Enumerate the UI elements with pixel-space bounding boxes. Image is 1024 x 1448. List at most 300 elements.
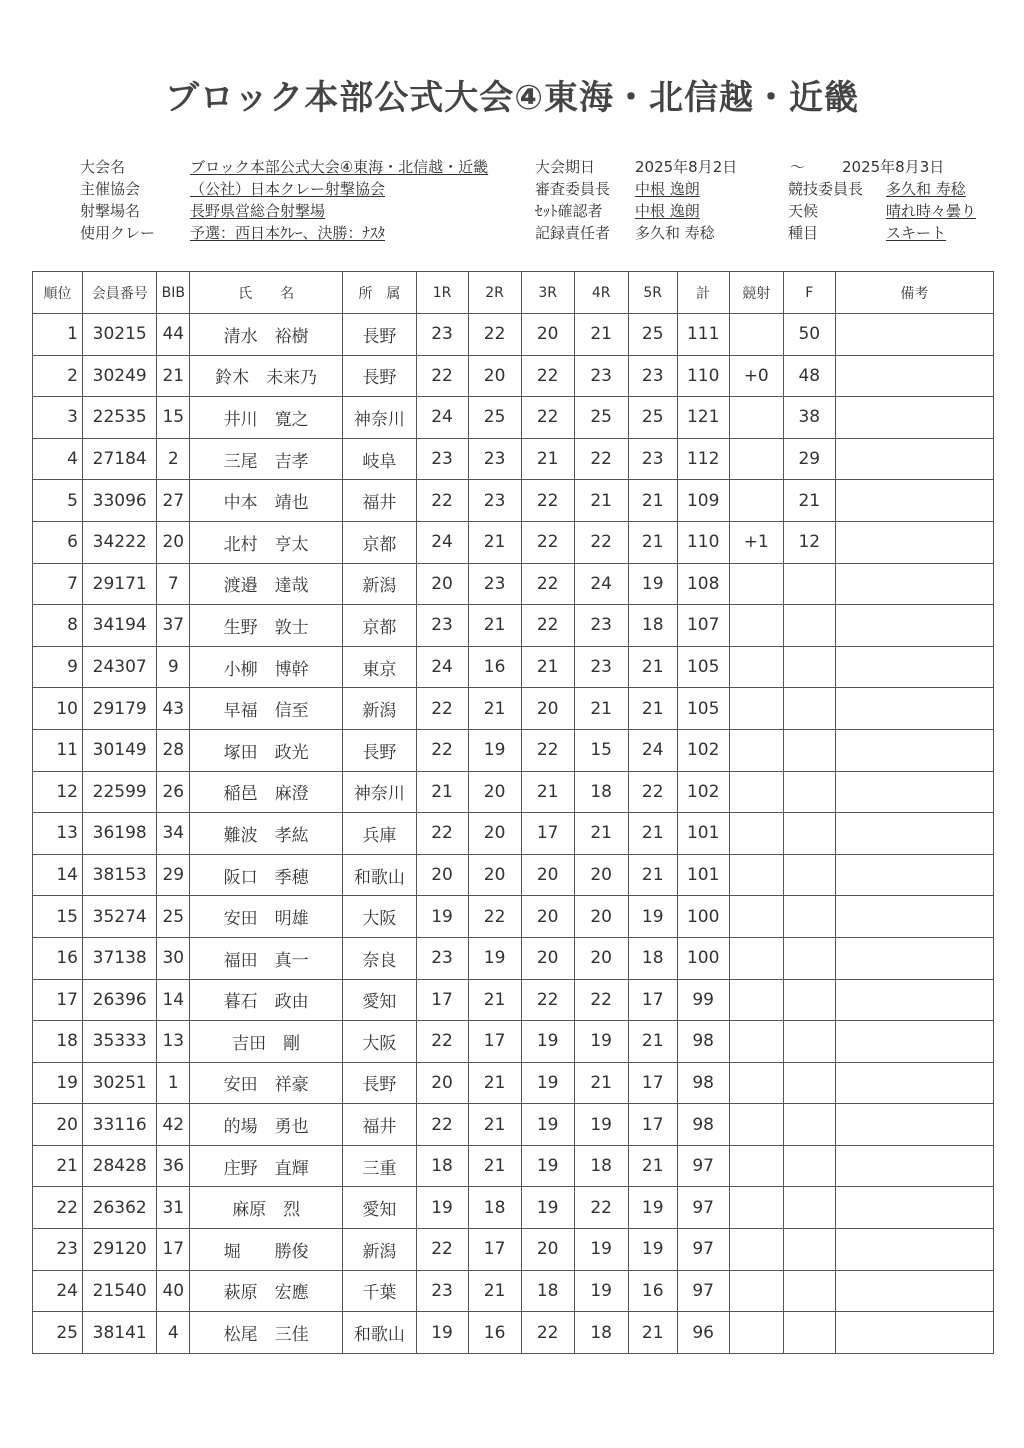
cell-shoot-off xyxy=(729,563,783,605)
range-value: 長野県営総合射撃場 xyxy=(190,202,326,220)
cell-round-1: 22 xyxy=(416,1229,468,1271)
cell-affiliation: 新潟 xyxy=(343,1229,416,1271)
cell-round-4: 22 xyxy=(574,438,628,480)
cell-round-3: 17 xyxy=(521,813,574,855)
cell-member-no: 33096 xyxy=(82,480,156,522)
cell-name: 難波 孝紘 xyxy=(190,813,343,855)
header-row xyxy=(33,272,994,314)
cell-name: 生野 敦士 xyxy=(190,605,343,647)
cell-bib: 36 xyxy=(157,1145,190,1187)
tournament-label: 大会名 xyxy=(80,158,126,176)
cell-round-4: 22 xyxy=(574,521,628,563)
cell-name: 的場 勇也 xyxy=(190,1104,343,1146)
cell-round-4: 15 xyxy=(574,729,628,771)
cell-shoot-off xyxy=(729,438,783,480)
cell-member-no: 29179 xyxy=(82,688,156,730)
cell-round-3: 21 xyxy=(521,438,574,480)
table-row xyxy=(33,1187,994,1229)
cell-final: 12 xyxy=(783,521,835,563)
header-bib: BIB xyxy=(157,272,190,314)
cell-round-3: 20 xyxy=(521,1229,574,1271)
cell-round-2: 20 xyxy=(468,771,521,813)
cell-bib: 34 xyxy=(157,813,190,855)
header-shoot-off: 競射 xyxy=(729,272,783,314)
range-label: 射撃場名 xyxy=(80,202,141,220)
cell-affiliation: 京都 xyxy=(343,605,416,647)
cell-round-1: 24 xyxy=(416,397,468,439)
cell-rank: 17 xyxy=(33,979,83,1021)
cell-name: 早福 信至 xyxy=(190,688,343,730)
cell-round-1: 19 xyxy=(416,896,468,938)
table-row xyxy=(33,1021,994,1063)
cell-member-no: 30149 xyxy=(82,729,156,771)
tournament-value: ブロック本部公式大会④東海・北信越・近畿 xyxy=(190,158,489,176)
comp-label: 競技委員長 xyxy=(788,180,864,198)
cell-name: 萩原 宏應 xyxy=(190,1270,343,1312)
table-row xyxy=(33,314,994,356)
cell-round-2: 21 xyxy=(468,688,521,730)
cell-round-1: 19 xyxy=(416,1187,468,1229)
cell-final xyxy=(783,563,835,605)
cell-remarks xyxy=(835,646,993,688)
cell-name: 中本 靖也 xyxy=(190,480,343,522)
cell-affiliation: 長野 xyxy=(343,314,416,356)
cell-affiliation: 大阪 xyxy=(343,896,416,938)
cell-member-no: 35333 xyxy=(82,1021,156,1063)
cell-round-2: 23 xyxy=(468,563,521,605)
header-final: F xyxy=(783,272,835,314)
cell-member-no: 22599 xyxy=(82,771,156,813)
table-row xyxy=(33,1229,994,1271)
cell-final xyxy=(783,854,835,896)
header-total: 計 xyxy=(677,272,729,314)
cell-round-4: 23 xyxy=(574,605,628,647)
cell-round-1: 20 xyxy=(416,1062,468,1104)
cell-round-5: 17 xyxy=(628,979,677,1021)
header-member-no: 会員番号 xyxy=(82,272,156,314)
table-row xyxy=(33,729,994,771)
cell-affiliation: 岐阜 xyxy=(343,438,416,480)
cell-round-2: 19 xyxy=(468,729,521,771)
cell-shoot-off xyxy=(729,397,783,439)
cell-round-4: 21 xyxy=(574,1062,628,1104)
cell-shoot-off xyxy=(729,854,783,896)
cell-member-no: 21540 xyxy=(82,1270,156,1312)
cell-round-2: 23 xyxy=(468,480,521,522)
cell-final xyxy=(783,937,835,979)
cell-round-2: 20 xyxy=(468,355,521,397)
cell-shoot-off xyxy=(729,1312,783,1354)
cell-bib: 28 xyxy=(157,729,190,771)
cell-final xyxy=(783,1104,835,1146)
cell-final: 50 xyxy=(783,314,835,356)
cell-remarks xyxy=(835,521,993,563)
cell-total: 110 xyxy=(677,355,729,397)
clay-label: 使用クレー xyxy=(80,224,156,242)
record-label: 記録責任者 xyxy=(535,224,611,242)
cell-round-4: 21 xyxy=(574,813,628,855)
cell-final: 38 xyxy=(783,397,835,439)
weather-value: 晴れ時々曇り xyxy=(886,202,977,220)
cell-remarks xyxy=(835,605,993,647)
cell-name: 堀 勝俊 xyxy=(190,1229,343,1271)
cell-bib: 31 xyxy=(157,1187,190,1229)
cell-affiliation: 神奈川 xyxy=(343,771,416,813)
cell-member-no: 29171 xyxy=(82,563,156,605)
cell-round-1: 18 xyxy=(416,1145,468,1187)
cell-remarks xyxy=(835,896,993,938)
cell-round-5: 22 xyxy=(628,771,677,813)
cell-shoot-off xyxy=(729,979,783,1021)
cell-round-3: 20 xyxy=(521,688,574,730)
cell-round-4: 20 xyxy=(574,896,628,938)
cell-round-4: 18 xyxy=(574,1145,628,1187)
cell-member-no: 34194 xyxy=(82,605,156,647)
cell-member-no: 34222 xyxy=(82,521,156,563)
cell-round-5: 19 xyxy=(628,1187,677,1229)
cell-affiliation: 福井 xyxy=(343,1104,416,1146)
cell-final xyxy=(783,896,835,938)
cell-member-no: 30215 xyxy=(82,314,156,356)
cell-round-3: 22 xyxy=(521,563,574,605)
cell-round-1: 23 xyxy=(416,605,468,647)
cell-round-4: 20 xyxy=(574,937,628,979)
cell-total: 97 xyxy=(677,1145,729,1187)
cell-total: 111 xyxy=(677,314,729,356)
jury-label: 審査委員長 xyxy=(535,180,611,198)
table-row xyxy=(33,979,994,1021)
cell-round-3: 18 xyxy=(521,1270,574,1312)
table-row xyxy=(33,1312,994,1354)
cell-rank: 2 xyxy=(33,355,83,397)
table-row xyxy=(33,896,994,938)
cell-round-1: 23 xyxy=(416,1270,468,1312)
table-row xyxy=(33,646,994,688)
cell-final xyxy=(783,771,835,813)
record-value: 多久和 寿稔 xyxy=(635,224,715,242)
cell-round-3: 22 xyxy=(521,521,574,563)
cell-final xyxy=(783,605,835,647)
cell-round-1: 22 xyxy=(416,355,468,397)
cell-round-3: 20 xyxy=(521,854,574,896)
cell-affiliation: 奈良 xyxy=(343,937,416,979)
weather-label: 天候 xyxy=(788,202,819,220)
cell-affiliation: 愛知 xyxy=(343,979,416,1021)
cell-round-1: 19 xyxy=(416,1312,468,1354)
cell-round-4: 25 xyxy=(574,397,628,439)
cell-remarks xyxy=(835,1229,993,1271)
header-name: 氏 名 xyxy=(190,272,343,314)
cell-round-3: 22 xyxy=(521,1312,574,1354)
cell-total: 98 xyxy=(677,1021,729,1063)
cell-final xyxy=(783,1145,835,1187)
cell-bib: 44 xyxy=(157,314,190,356)
cell-bib: 43 xyxy=(157,688,190,730)
cell-round-2: 16 xyxy=(468,1312,521,1354)
set-value: 中根 逸朗 xyxy=(635,202,700,220)
cell-round-5: 19 xyxy=(628,563,677,605)
cell-round-5: 17 xyxy=(628,1062,677,1104)
cell-rank: 25 xyxy=(33,1312,83,1354)
table-row xyxy=(33,1104,994,1146)
cell-round-4: 19 xyxy=(574,1270,628,1312)
cell-round-4: 18 xyxy=(574,771,628,813)
cell-member-no: 38141 xyxy=(82,1312,156,1354)
cell-total: 101 xyxy=(677,854,729,896)
header-rank: 順位 xyxy=(33,272,83,314)
cell-total: 96 xyxy=(677,1312,729,1354)
cell-member-no: 30251 xyxy=(82,1062,156,1104)
cell-affiliation: 千葉 xyxy=(343,1270,416,1312)
cell-affiliation: 新潟 xyxy=(343,563,416,605)
cell-shoot-off xyxy=(729,314,783,356)
header-round-4: 4R xyxy=(574,272,628,314)
cell-bib: 40 xyxy=(157,1270,190,1312)
cell-round-1: 22 xyxy=(416,1104,468,1146)
cell-member-no: 22535 xyxy=(82,397,156,439)
header-round-2: 2R xyxy=(468,272,521,314)
cell-shoot-off xyxy=(729,937,783,979)
cell-remarks xyxy=(835,438,993,480)
cell-shoot-off xyxy=(729,813,783,855)
cell-total: 105 xyxy=(677,688,729,730)
cell-round-5: 21 xyxy=(628,1021,677,1063)
cell-bib: 25 xyxy=(157,896,190,938)
cell-round-2: 20 xyxy=(468,854,521,896)
cell-round-1: 17 xyxy=(416,979,468,1021)
cell-bib: 21 xyxy=(157,355,190,397)
cell-name: 三尾 吉孝 xyxy=(190,438,343,480)
cell-round-3: 20 xyxy=(521,314,574,356)
cell-final xyxy=(783,813,835,855)
cell-name: 渡邉 達哉 xyxy=(190,563,343,605)
cell-round-1: 22 xyxy=(416,729,468,771)
cell-total: 102 xyxy=(677,729,729,771)
table-row xyxy=(33,438,994,480)
cell-affiliation: 愛知 xyxy=(343,1187,416,1229)
table-row xyxy=(33,397,994,439)
set-label: ｾｯﾄ確認者 xyxy=(535,202,603,220)
cell-bib: 14 xyxy=(157,979,190,1021)
cell-member-no: 30249 xyxy=(82,355,156,397)
cell-round-2: 21 xyxy=(468,1104,521,1146)
cell-rank: 5 xyxy=(33,480,83,522)
cell-round-1: 20 xyxy=(416,854,468,896)
cell-round-4: 20 xyxy=(574,854,628,896)
cell-round-3: 22 xyxy=(521,397,574,439)
cell-affiliation: 和歌山 xyxy=(343,854,416,896)
header-round-3: 3R xyxy=(521,272,574,314)
table-row xyxy=(33,605,994,647)
cell-remarks xyxy=(835,771,993,813)
cell-rank: 6 xyxy=(33,521,83,563)
cell-final: 29 xyxy=(783,438,835,480)
cell-shoot-off xyxy=(729,729,783,771)
cell-final xyxy=(783,1062,835,1104)
cell-affiliation: 三重 xyxy=(343,1145,416,1187)
event-label: 種目 xyxy=(788,224,819,242)
cell-round-3: 22 xyxy=(521,729,574,771)
cell-round-2: 18 xyxy=(468,1187,521,1229)
cell-round-5: 21 xyxy=(628,854,677,896)
cell-round-5: 19 xyxy=(628,1229,677,1271)
table-row xyxy=(33,563,994,605)
cell-round-4: 23 xyxy=(574,646,628,688)
cell-affiliation: 神奈川 xyxy=(343,397,416,439)
cell-affiliation: 東京 xyxy=(343,646,416,688)
cell-remarks xyxy=(835,854,993,896)
cell-shoot-off: +0 xyxy=(729,355,783,397)
cell-rank: 16 xyxy=(33,937,83,979)
cell-round-3: 22 xyxy=(521,979,574,1021)
table-row xyxy=(33,521,994,563)
cell-bib: 30 xyxy=(157,937,190,979)
cell-round-4: 24 xyxy=(574,563,628,605)
table-row xyxy=(33,854,994,896)
table-row xyxy=(33,813,994,855)
cell-rank: 4 xyxy=(33,438,83,480)
cell-member-no: 33116 xyxy=(82,1104,156,1146)
table-row xyxy=(33,480,994,522)
cell-round-4: 23 xyxy=(574,355,628,397)
cell-name: 庄野 直輝 xyxy=(190,1145,343,1187)
cell-shoot-off xyxy=(729,646,783,688)
cell-affiliation: 新潟 xyxy=(343,688,416,730)
cell-shoot-off xyxy=(729,896,783,938)
cell-affiliation: 福井 xyxy=(343,480,416,522)
period-tilde: ～ xyxy=(790,158,806,176)
cell-round-2: 17 xyxy=(468,1021,521,1063)
host-value: （公社）日本クレー射撃協会 xyxy=(190,180,386,198)
page-title: ブロック本部公式大会④東海・北信越・近畿 xyxy=(164,78,860,118)
cell-round-2: 20 xyxy=(468,813,521,855)
cell-final xyxy=(783,979,835,1021)
cell-round-1: 24 xyxy=(416,646,468,688)
cell-final xyxy=(783,1187,835,1229)
cell-shoot-off xyxy=(729,771,783,813)
cell-total: 107 xyxy=(677,605,729,647)
cell-round-5: 21 xyxy=(628,521,677,563)
period-label: 大会期日 xyxy=(535,158,596,176)
cell-rank: 3 xyxy=(33,397,83,439)
cell-member-no: 24307 xyxy=(82,646,156,688)
cell-bib: 9 xyxy=(157,646,190,688)
cell-name: 安田 明雄 xyxy=(190,896,343,938)
cell-round-5: 18 xyxy=(628,605,677,647)
cell-name: 暮石 政由 xyxy=(190,979,343,1021)
cell-total: 121 xyxy=(677,397,729,439)
cell-member-no: 35274 xyxy=(82,896,156,938)
cell-affiliation: 長野 xyxy=(343,729,416,771)
cell-member-no: 38153 xyxy=(82,854,156,896)
cell-remarks xyxy=(835,314,993,356)
cell-remarks xyxy=(835,813,993,855)
header-remarks: 備考 xyxy=(835,272,993,314)
cell-name: 北村 亨太 xyxy=(190,521,343,563)
cell-round-1: 22 xyxy=(416,1021,468,1063)
cell-name: 井川 寛之 xyxy=(190,397,343,439)
results-table xyxy=(32,271,994,1354)
period-start: 2025年8月2日 xyxy=(635,158,738,176)
cell-round-2: 21 xyxy=(468,1270,521,1312)
cell-round-1: 24 xyxy=(416,521,468,563)
cell-rank: 21 xyxy=(33,1145,83,1187)
cell-round-4: 21 xyxy=(574,480,628,522)
cell-shoot-off xyxy=(729,1145,783,1187)
cell-bib: 1 xyxy=(157,1062,190,1104)
cell-shoot-off: +1 xyxy=(729,521,783,563)
cell-final xyxy=(783,729,835,771)
table-row xyxy=(33,355,994,397)
cell-final xyxy=(783,688,835,730)
host-label: 主催協会 xyxy=(80,180,141,198)
cell-rank: 13 xyxy=(33,813,83,855)
cell-total: 101 xyxy=(677,813,729,855)
cell-rank: 24 xyxy=(33,1270,83,1312)
cell-remarks xyxy=(835,397,993,439)
cell-round-4: 21 xyxy=(574,314,628,356)
cell-round-5: 21 xyxy=(628,480,677,522)
cell-affiliation: 大阪 xyxy=(343,1021,416,1063)
cell-remarks xyxy=(835,688,993,730)
cell-final xyxy=(783,1312,835,1354)
cell-total: 112 xyxy=(677,438,729,480)
cell-total: 99 xyxy=(677,979,729,1021)
cell-shoot-off xyxy=(729,1021,783,1063)
cell-total: 110 xyxy=(677,521,729,563)
cell-shoot-off xyxy=(729,1229,783,1271)
table-row xyxy=(33,688,994,730)
cell-round-2: 21 xyxy=(468,1062,521,1104)
cell-total: 98 xyxy=(677,1104,729,1146)
cell-round-3: 19 xyxy=(521,1104,574,1146)
cell-bib: 20 xyxy=(157,521,190,563)
cell-round-1: 22 xyxy=(416,480,468,522)
cell-round-5: 23 xyxy=(628,355,677,397)
cell-round-2: 21 xyxy=(468,979,521,1021)
cell-round-5: 19 xyxy=(628,896,677,938)
cell-remarks xyxy=(835,355,993,397)
cell-shoot-off xyxy=(729,1104,783,1146)
cell-round-5: 23 xyxy=(628,438,677,480)
cell-round-1: 23 xyxy=(416,937,468,979)
cell-total: 98 xyxy=(677,1062,729,1104)
cell-remarks xyxy=(835,1270,993,1312)
cell-round-3: 22 xyxy=(521,480,574,522)
cell-round-4: 18 xyxy=(574,1312,628,1354)
cell-affiliation: 兵庫 xyxy=(343,813,416,855)
comp-value: 多久和 寿稔 xyxy=(886,180,966,198)
cell-rank: 8 xyxy=(33,605,83,647)
table-row xyxy=(33,1062,994,1104)
cell-round-4: 19 xyxy=(574,1229,628,1271)
cell-member-no: 37138 xyxy=(82,937,156,979)
cell-rank: 22 xyxy=(33,1187,83,1229)
cell-remarks xyxy=(835,1104,993,1146)
cell-member-no: 26396 xyxy=(82,979,156,1021)
cell-name: 麻原 烈 xyxy=(190,1187,343,1229)
cell-round-4: 22 xyxy=(574,979,628,1021)
cell-round-1: 23 xyxy=(416,438,468,480)
table-row xyxy=(33,771,994,813)
cell-shoot-off xyxy=(729,605,783,647)
cell-remarks xyxy=(835,480,993,522)
cell-round-5: 25 xyxy=(628,314,677,356)
cell-total: 97 xyxy=(677,1229,729,1271)
cell-bib: 15 xyxy=(157,397,190,439)
cell-member-no: 27184 xyxy=(82,438,156,480)
cell-total: 97 xyxy=(677,1187,729,1229)
